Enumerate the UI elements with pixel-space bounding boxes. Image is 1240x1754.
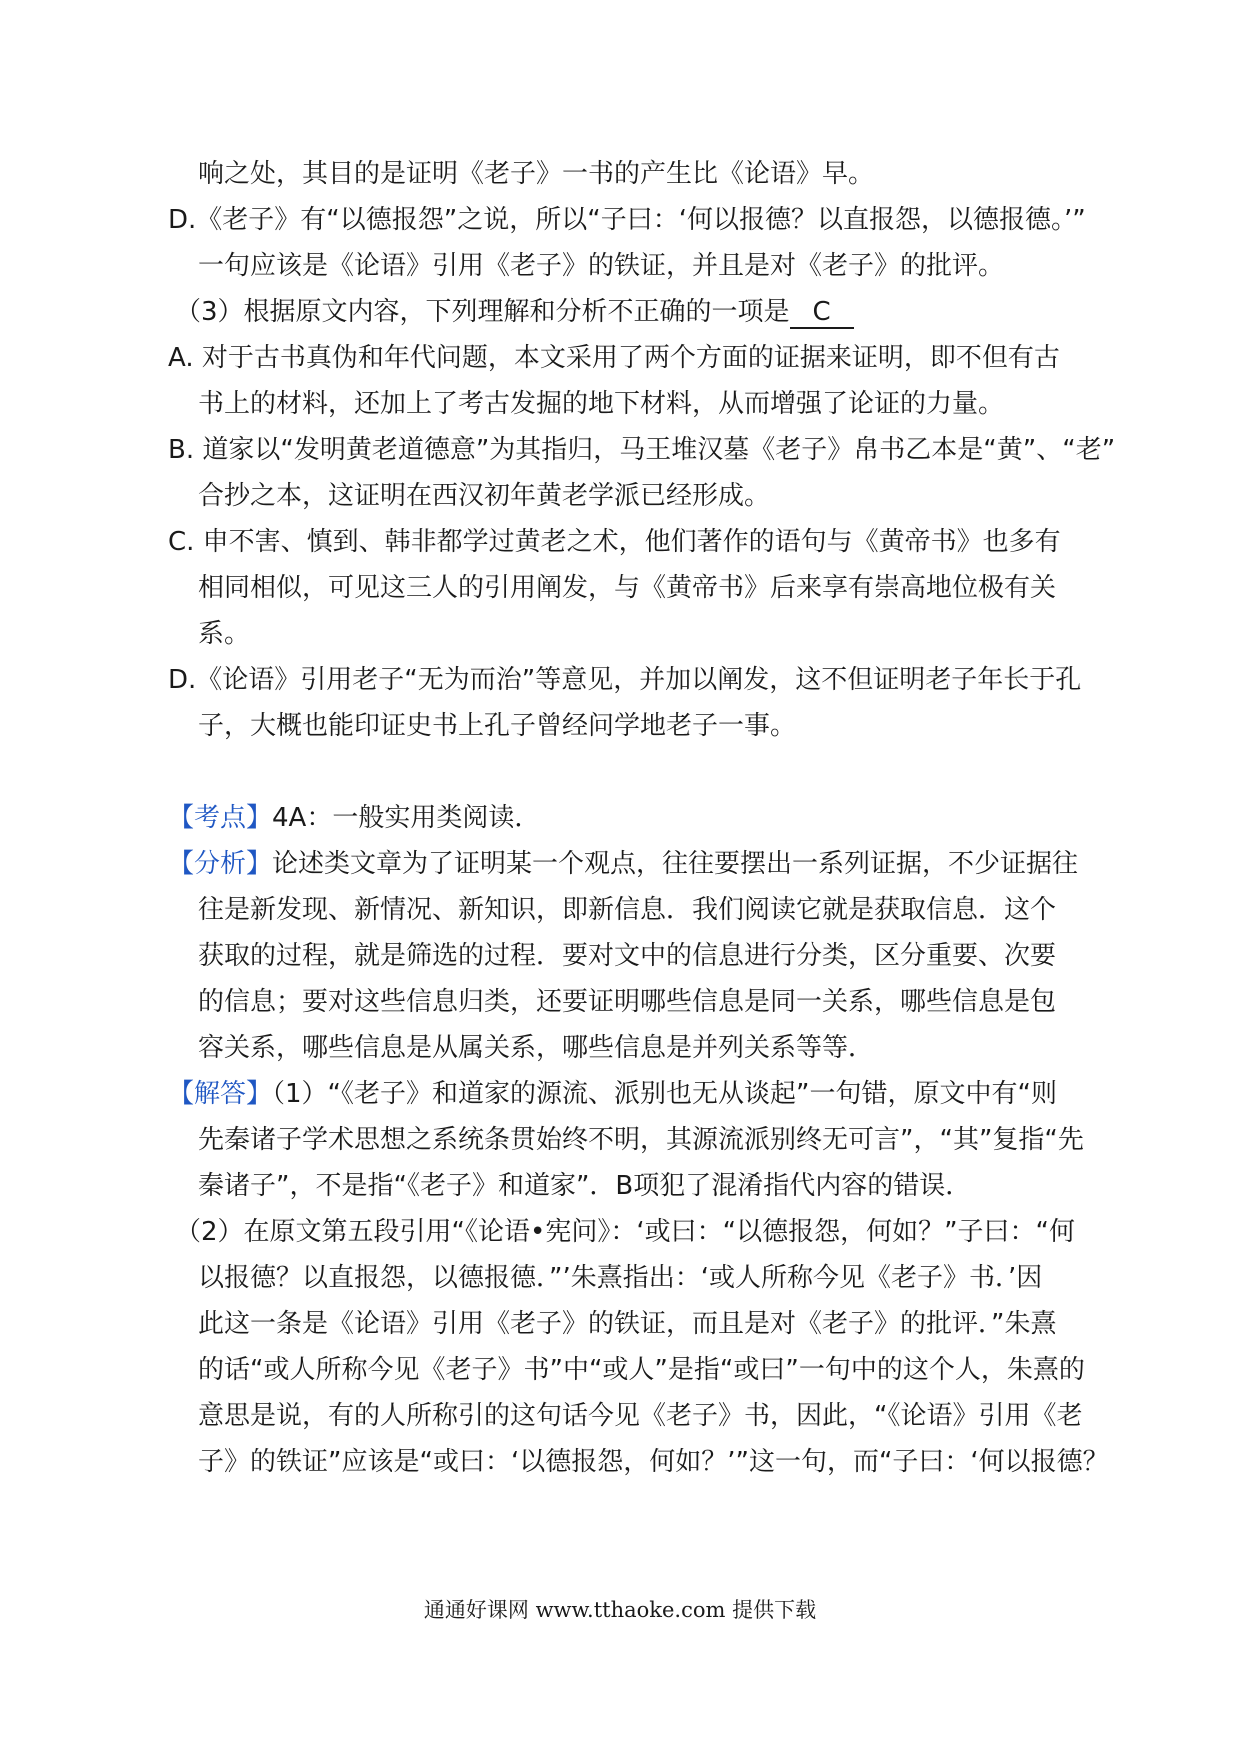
text-line: 的信息；要对这些信息归类，还要证明哪些信息是同一关系，哪些信息是包	[198, 987, 1057, 1017]
text-line: 意思是说，有的人所称引的这句话今见《老子》书，因此，“《论语》引用《老	[198, 1401, 1083, 1431]
jieda-line	[168, 1076, 1057, 1112]
text-line: 一句应该是《论语》引用《老子》的铁证，并且是对《老子》的批评。	[198, 251, 1005, 281]
answer-2-line: （2）在原文第五段引用“《论语•宪问》：‘或曰：“以德报怨，何如？”子曰：“何	[175, 1217, 1076, 1247]
option-a-line: A. 对于古书真伪和年代问题，本文采用了两个方面的证据来证明，即不但有古	[168, 343, 1060, 373]
text-line: 获取的过程，就是筛选的过程．要对文中的信息进行分类，区分重要、次要	[198, 941, 1057, 971]
jieda-text: （1）“《老子》和道家的源流、派别也无从谈起”一句错，原文中有“则	[272, 1079, 1057, 1109]
text-line: 的话“或人所称今见《老子》书”中“或人”是指“或曰”一句中的这个人，朱熹的	[198, 1355, 1085, 1385]
text-line: 相同相似，可见这三人的引用阐发，与《黄帝书》后来享有崇高地位极有关	[198, 573, 1057, 603]
option-d-line: D.《老子》有“以德报怨”之说，所以“子曰：‘何以报德？以直报怨，以德报德。’”	[168, 205, 1086, 235]
option-c-line: C. 申不害、慎到、韩非都学过黄老之术，他们著作的语句与《黄帝书》也多有	[168, 527, 1061, 557]
text-line: 响之处，其目的是证明《老子》一书的产生比《论语》早。	[198, 159, 875, 189]
fenxi-line	[168, 846, 1078, 882]
text-line: 系。	[198, 619, 251, 649]
jieda-label: 【解答】	[168, 1079, 273, 1109]
text-line: 秦诸子”，不是指“《老子》和道家”．B项犯了混淆指代内容的错误．	[198, 1171, 972, 1201]
question-3-text: （3）根据原文内容，下列理解和分析不正确的一项是	[175, 297, 790, 327]
text-line: 先秦诸子学术思想之系统条贯始终不明，其源流派别终无可言”，“其”复指“先	[198, 1125, 1084, 1155]
text-line: 往是新发现、新情况、新知识，即新信息．我们阅读它就是获取信息．这个	[198, 895, 1057, 925]
text-line: 容关系，哪些信息是从属关系，哪些信息是并列关系等等．	[198, 1033, 875, 1063]
text-line: 子》的铁证”应该是“或曰：‘以德报怨，何如？’”这一句，而“子曰：‘何以报德？	[198, 1447, 1109, 1477]
page-footer: 通通好课网 www.tthaoke.com 提供下载	[423, 1598, 817, 1622]
kaodian-label: 【考点】	[168, 803, 273, 833]
kaodian-line	[168, 800, 540, 836]
fenxi-text: 论述类文章为了证明某一个观点，往往要摆出一系列证据，不少证据往	[272, 849, 1079, 879]
text-line: 书上的材料，还加上了考古发掘的地下材料，从而增强了论证的力量。	[198, 389, 1005, 419]
answer-blank: C	[790, 297, 854, 329]
text-line: 合抄之本，这证明在西汉初年黄老学派已经形成。	[198, 481, 771, 511]
question-3	[175, 294, 854, 330]
text-line: 此这一条是《论语》引用《老子》的铁证，而且是对《老子》的批评．”朱熹	[198, 1309, 1057, 1339]
kaodian-text: 4A：一般实用类阅读．	[272, 803, 541, 833]
option-b-line: B. 道家以“发明黄老道德意”为其指归，马王堆汉墓《老子》帛书乙本是“黄”、“老”	[168, 435, 1116, 465]
text-line: 以报德？以直报怨，以德报德．”’朱熹指出：‘或人所称今见《老子》书．’因	[198, 1263, 1043, 1293]
text-line: 子，大概也能印证史书上孔子曾经问学地老子一事。	[198, 711, 797, 741]
option-d-line: D.《论语》引用老子“无为而治”等意见，并加以阐发，这不但证明老子年长于孔	[168, 665, 1082, 695]
fenxi-label: 【分析】	[168, 849, 273, 879]
